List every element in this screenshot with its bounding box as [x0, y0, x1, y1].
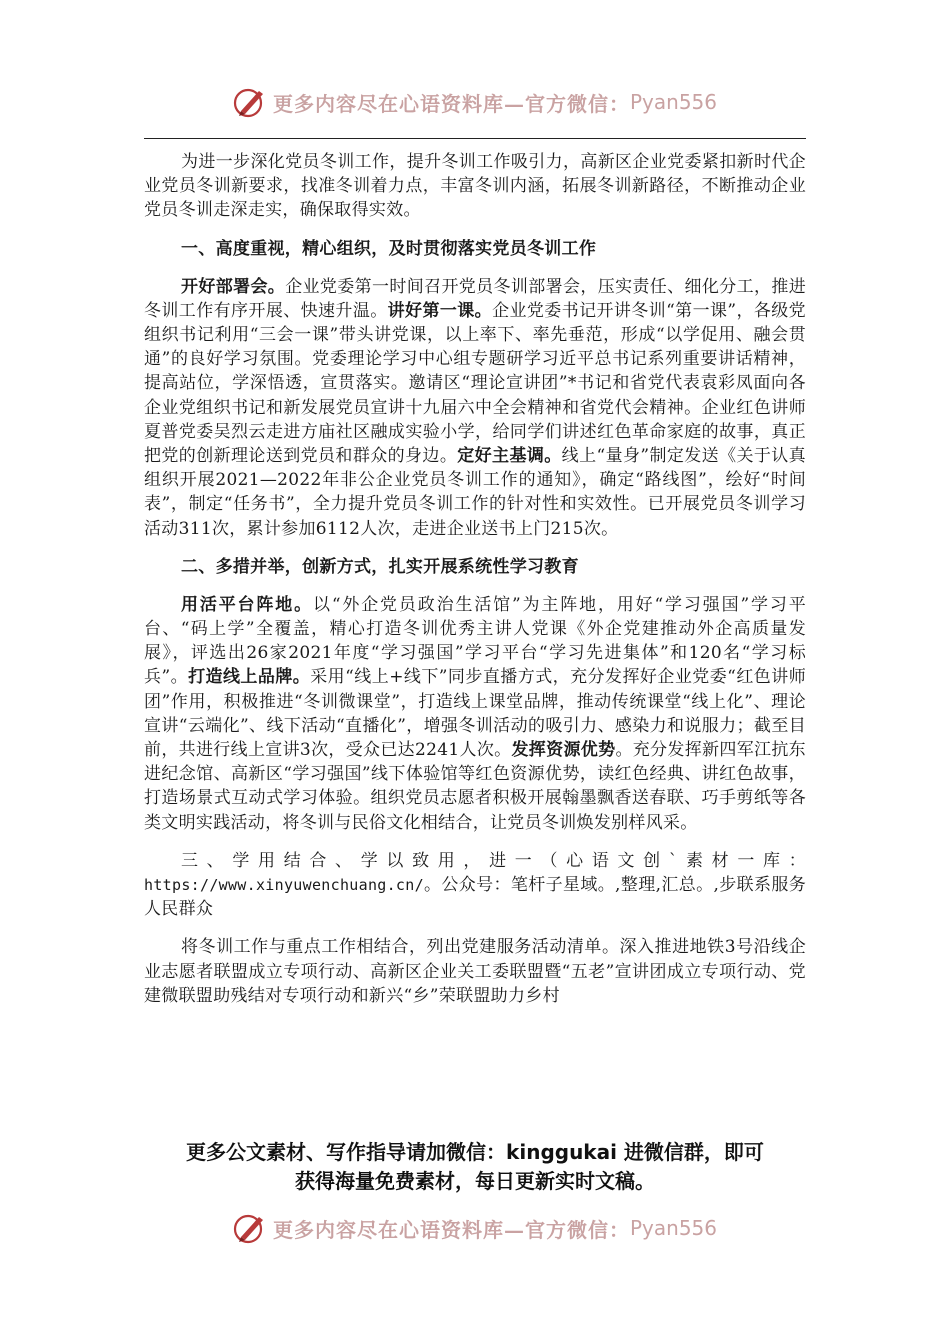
document-body — [144, 150, 806, 1008]
s2-text-3: 。充分发挥新四军江抗东进纪念馆、高新区“学习强国”线下体验馆等红色资源优势，读红色经典、讲红色故事，打造场景式互动式学习体验。组织党员志愿者积极开展翰墨飘香送春联、巧手剪纸等各类文明实践活动，将冬训与民俗文化相结合，让党员冬训焕发别样风采。 — [144, 740, 806, 833]
section4-paragraph: 将冬训工作与重点工作相结合，列出党建服务活动清单。深入推进地铁3号沿线企业志愿者联盟成立专项行动、高新区企业关工委联盟暨“五老”宣讲团成立专项行动、党建微联盟助残结对专项行动和新兴“乡”荣联盟助力乡村 — [144, 937, 806, 1006]
section2-paragraph — [144, 593, 806, 835]
pen-logo-icon — [233, 85, 267, 119]
s3-url-link[interactable]: https://www.xinyuwenchuang.cn/ — [144, 876, 424, 895]
section1-heading: 一、高度重视，精心组织，及时贯彻落实党员冬训工作 — [181, 238, 597, 259]
header-banner-text: 更多内容尽在心语资料库—官方微信： — [272, 91, 630, 116]
s1-text-1: 企业党委第一时间召开党员冬训部署会，压实责任、细化分工，推进冬训工作有序开展、快速升温。 — [144, 276, 806, 321]
section1-paragraph — [144, 275, 806, 541]
header-banner — [0, 82, 950, 122]
intro-paragraph: 为进一步深化党员冬训工作，提升冬训工作吸引力，高新区企业党委紧扣新时代企业党员冬训新要求，找准冬训着力点，丰富冬训内涵，拓展冬训新路径，不断推动企业党员冬训走深走实，确保取得实效。 — [144, 152, 806, 221]
footer-banner — [0, 1208, 950, 1248]
s1-text-3: 线上“量身”制定发送《关于认真组织开展2021—2022年非公企业党员冬训工作的通知》，确定“路线图”，绘好“时间表”，制定“任务书”，全力提升党员冬训工作的针对性和实效性。已开展党员冬训学习活动311次，累计参加6112人次，走进企业送书上门215次。 — [144, 446, 806, 539]
s1-bold-3: 定好主基调。 — [457, 446, 562, 467]
s3-text-a: 三、学用结合、学以致用，进一（心语文创`素材一库： — [181, 850, 806, 871]
s2-bold-3: 发挥资源优势 — [511, 740, 616, 761]
footer-banner-text: 更多内容尽在心语资料库—官方微信： — [272, 1217, 630, 1242]
s2-bold-1: 用活平台阵地。 — [181, 594, 313, 615]
s1-bold-1: 开好部署会。 — [181, 276, 286, 297]
s2-text-1: 以“外企党员政治生活馆”为主阵地，用好“学习强国”学习平台、“码上学”全覆盖，精心打造冬训优秀主讲人党课《外企党建推动外企高质量发展》，评选出26家2021年度“学习强国”学习平台“学习先进集体”和120名“学习标兵”。 — [144, 594, 806, 688]
s1-text-2: 企业党委书记开讲冬训“第一课”，各级党组织书记利用“三会一课”带头讲党课，以上率下、率先垂范，形成“以学促用、融会贯通”的良好学习氛围。党委理论学习中心组专题研学习近平总书记系列重要讲话精神，提高站位，学深悟透，宣贯落实。邀请区“理论宣讲团”*书记和省党代表袁彩凤面向各企业党组织书记和新发展党员宣讲十九届六中全会精神和省党代会精神。企业红色讲师夏普党委吴烈云走进方庙社区融成实验小学，给同学们讲述红色革命家庭的故事，真正把党的创新理论送到党员和群众的身边。 — [144, 300, 806, 467]
s2-text-2: 采用“线上+线下”同步直播方式，充分发挥好企业党委“红色讲师团”作用，积极推进“冬训微课堂”，打造线上课堂品牌，推动传统课堂“线上化”、理论宣讲“云端化”、线下活动“直播化”，增强冬训活动的吸引力、感染力和说服力；截至目前，共进行线上宣讲3次，受众已达2241人次。 — [144, 667, 806, 761]
header-wechat-id: Pyan556 — [629, 90, 717, 114]
promo-line-1: 更多公文素材、写作指导请加微信：kinggukai 进微信群，即可 — [186, 1140, 764, 1164]
promo-line-2: 获得海量免费素材，每日更新实时文稿。 — [295, 1169, 655, 1193]
s2-bold-2: 打造线上品牌。 — [188, 667, 311, 688]
header-rule — [144, 138, 806, 139]
s3-text-b: 。公众号：笔杆子星域。,整理,汇总。,步联系服务人民群众 — [144, 875, 806, 920]
section2-heading: 二、多措并举，创新方式，扎实开展系统性学习教育 — [181, 556, 579, 577]
pen-logo-icon — [233, 1211, 267, 1245]
section3-paragraph — [144, 849, 806, 922]
promo-notice — [100, 1138, 850, 1196]
footer-wechat-id: Pyan556 — [629, 1216, 717, 1240]
s1-bold-2: 讲好第一课。 — [387, 300, 493, 321]
